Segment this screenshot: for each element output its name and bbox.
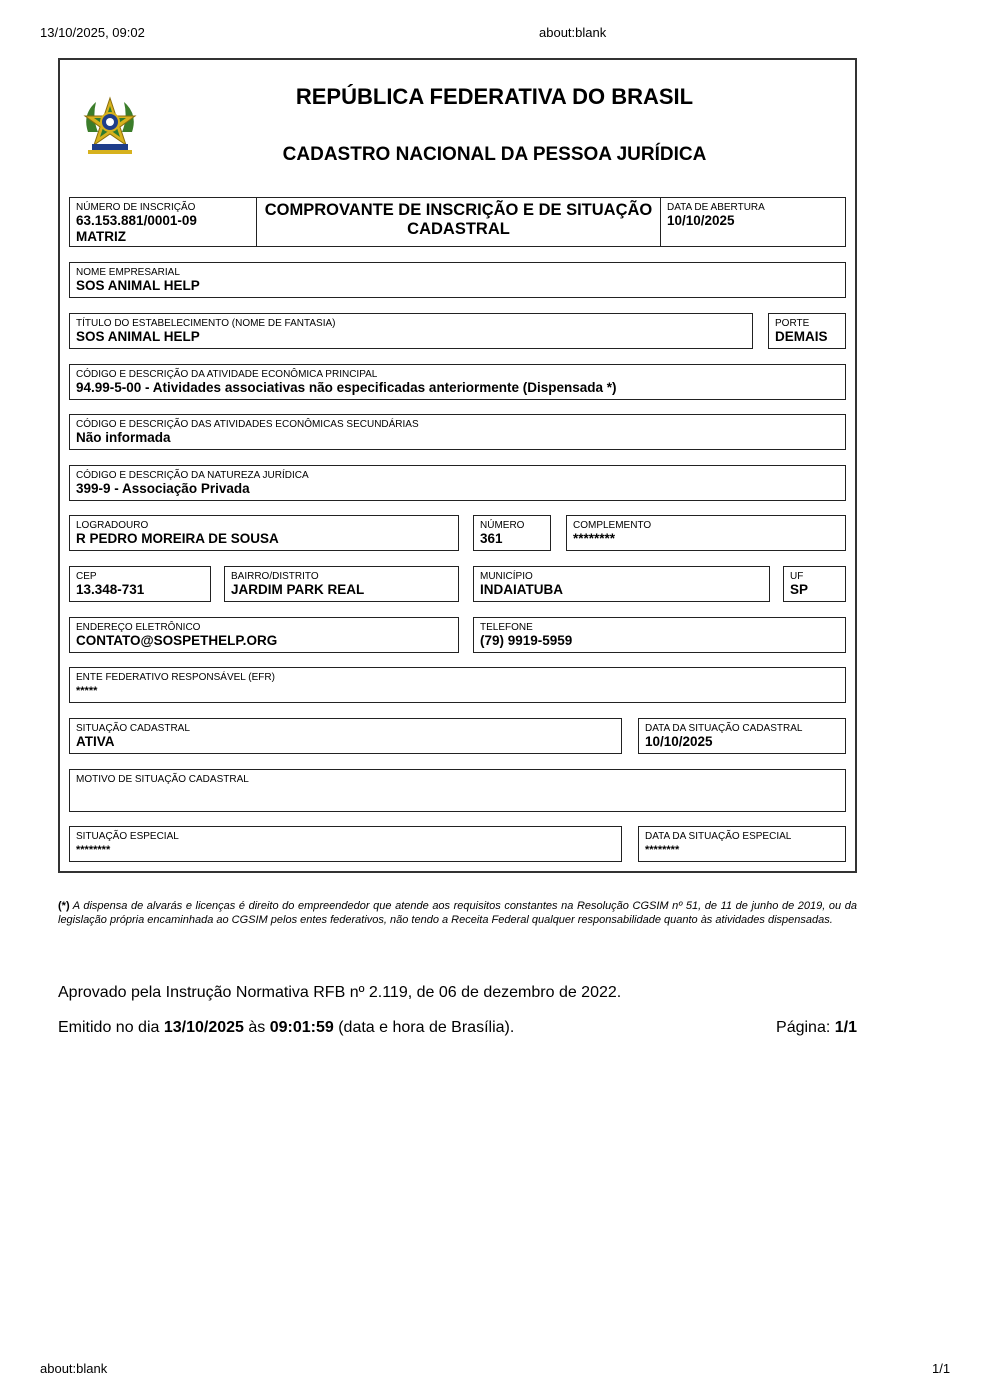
issued-suffix: (data e hora de Brasília). (333, 1019, 515, 1036)
field-municipio (473, 566, 770, 602)
republic-title: REPÚBLICA FEDERATIVA DO BRASIL (295, 84, 694, 109)
page-label: Página: (776, 1019, 835, 1036)
issued-mid: às (243, 1019, 270, 1036)
field-cep (69, 566, 211, 602)
field-numero (473, 515, 551, 551)
field-label: CÓDIGO E DESCRIÇÃO DA ATIVIDADE ECONÔMICA PRINCIPAL (76, 369, 378, 380)
field-value: JARDIM PARK REAL (231, 582, 365, 597)
document-title-line1: COMPROVANTE DE INSCRIÇÃO E DE SITUAÇÃO (264, 201, 653, 219)
field-value: 13.348-731 (76, 582, 145, 597)
field-value: (79) 9919-5959 (480, 633, 573, 648)
inscricao-type: MATRIZ (76, 229, 126, 244)
field-label: DATA DA SITUAÇÃO ESPECIAL (645, 831, 792, 842)
field-label: MUNICÍPIO (480, 571, 533, 582)
field-label: DATA DE ABERTURA (667, 202, 765, 213)
field-value: 399-9 - Associação Privada (76, 481, 250, 496)
cnpj-subtitle: CADASTRO NACIONAL DA PESSOA JURÍDICA (282, 144, 707, 165)
field-label: NOME EMPRESARIAL (76, 267, 180, 278)
field-value: INDAIATUBA (480, 582, 563, 597)
print-url-bottom: about:blank (40, 1361, 108, 1376)
field-nome-fantasia (69, 313, 753, 349)
field-value: ATIVA (76, 734, 115, 749)
field-data-situacao (638, 718, 846, 754)
field-value: 10/10/2025 (645, 734, 713, 749)
field-situacao-especial (69, 826, 622, 862)
approval-text: Aprovado pela Instrução Normativa RFB nº 2.119, de 06 de dezembro de 2022. (58, 984, 622, 1001)
document-title-box (256, 197, 661, 247)
issued-date: 13/10/2025 (163, 1019, 244, 1036)
inscricao-number: 63.153.881/0001-09 (76, 213, 197, 228)
field-uf (783, 566, 846, 602)
field-efr (69, 667, 846, 703)
issued-prefix: Emitido no dia (58, 1019, 164, 1036)
field-label: ENTE FEDERATIVO RESPONSÁVEL (EFR) (76, 672, 275, 683)
print-page-count: 1/1 (932, 1361, 951, 1376)
field-atividades-secundarias (69, 414, 846, 450)
field-label: PORTE (775, 318, 810, 329)
field-atividade-principal (69, 364, 846, 400)
field-email (69, 617, 459, 653)
field-logradouro (69, 515, 459, 551)
field-value: 10/10/2025 (667, 213, 735, 228)
field-complemento (566, 515, 846, 551)
field-value: Não informada (76, 430, 171, 445)
print-datetime: 13/10/2025, 09:02 (40, 25, 145, 40)
page-indicator (776, 1019, 857, 1037)
field-value: SP (790, 582, 809, 597)
field-abertura (660, 197, 846, 247)
field-value: CONTATO@SOSPETHELP.ORG (76, 633, 278, 648)
field-label: SITUAÇÃO CADASTRAL (76, 723, 190, 734)
field-label: CÓDIGO E DESCRIÇÃO DAS ATIVIDADES ECONÔMICAS SECUNDÁRIAS (76, 419, 419, 430)
print-url-top: about:blank (539, 25, 607, 40)
field-label: TELEFONE (480, 622, 533, 633)
field-value: ***** (76, 685, 98, 697)
field-label: CEP (76, 571, 97, 582)
issued-text (58, 1019, 514, 1037)
issued-time: 09:01:59 (269, 1019, 334, 1036)
field-value: 361 (480, 531, 503, 546)
field-value: ******** (573, 531, 616, 546)
note-text: A dispensa de alvarás e licenças é direito do empreendedor que atende aos requisitos constantes na Resolução CGSIM nº 51, de 11 de junho de 2019, ou da legislação própria encaminhada ao CGSIM pelos entes federativos, não tendo a Receita Federal qualquer responsabilidade quanto às atividades dispensadas. (58, 900, 857, 926)
field-motivo-situacao (69, 769, 846, 812)
field-label: CÓDIGO E DESCRIÇÃO DA NATUREZA JURÍDICA (76, 470, 309, 481)
field-value: ******** (76, 844, 111, 856)
field-bairro (224, 566, 459, 602)
field-data-situacao-especial (638, 826, 846, 862)
field-label: NÚMERO (480, 520, 525, 531)
field-label: LOGRADOURO (76, 520, 149, 531)
page-value: 1/1 (834, 1019, 857, 1036)
field-label: UF (790, 571, 804, 582)
field-label: NÚMERO DE INSCRIÇÃO (76, 202, 196, 213)
field-nome-empresarial (69, 262, 846, 298)
field-label: TÍTULO DO ESTABELECIMENTO (NOME DE FANTASIA) (76, 318, 336, 329)
field-porte (768, 313, 846, 349)
field-label: MOTIVO DE SITUAÇÃO CADASTRAL (76, 774, 249, 785)
field-label: ENDEREÇO ELETRÔNICO (76, 622, 201, 633)
field-value: 94.99-5-00 - Atividades associativas não especificadas anteriormente (Dispensada *) (76, 380, 617, 395)
note-marker: (*) (58, 900, 70, 912)
field-value: SOS ANIMAL HELP (76, 278, 200, 293)
field-label: BAIRRO/DISTRITO (231, 571, 319, 582)
field-telefone (473, 617, 846, 653)
field-label: COMPLEMENTO (573, 520, 652, 531)
field-value: R PEDRO MOREIRA DE SOUSA (76, 531, 279, 546)
field-label: DATA DA SITUAÇÃO CADASTRAL (645, 723, 803, 734)
field-value: ******** (645, 844, 680, 856)
field-situacao-cadastral (69, 718, 622, 754)
dispensa-note (58, 899, 857, 927)
field-natureza-juridica (69, 465, 846, 501)
field-label: SITUAÇÃO ESPECIAL (76, 831, 179, 842)
field-value: DEMAIS (775, 329, 828, 344)
document-title-line2: CADASTRAL (407, 220, 510, 238)
field-value: SOS ANIMAL HELP (76, 329, 200, 344)
field-inscricao (69, 197, 257, 247)
